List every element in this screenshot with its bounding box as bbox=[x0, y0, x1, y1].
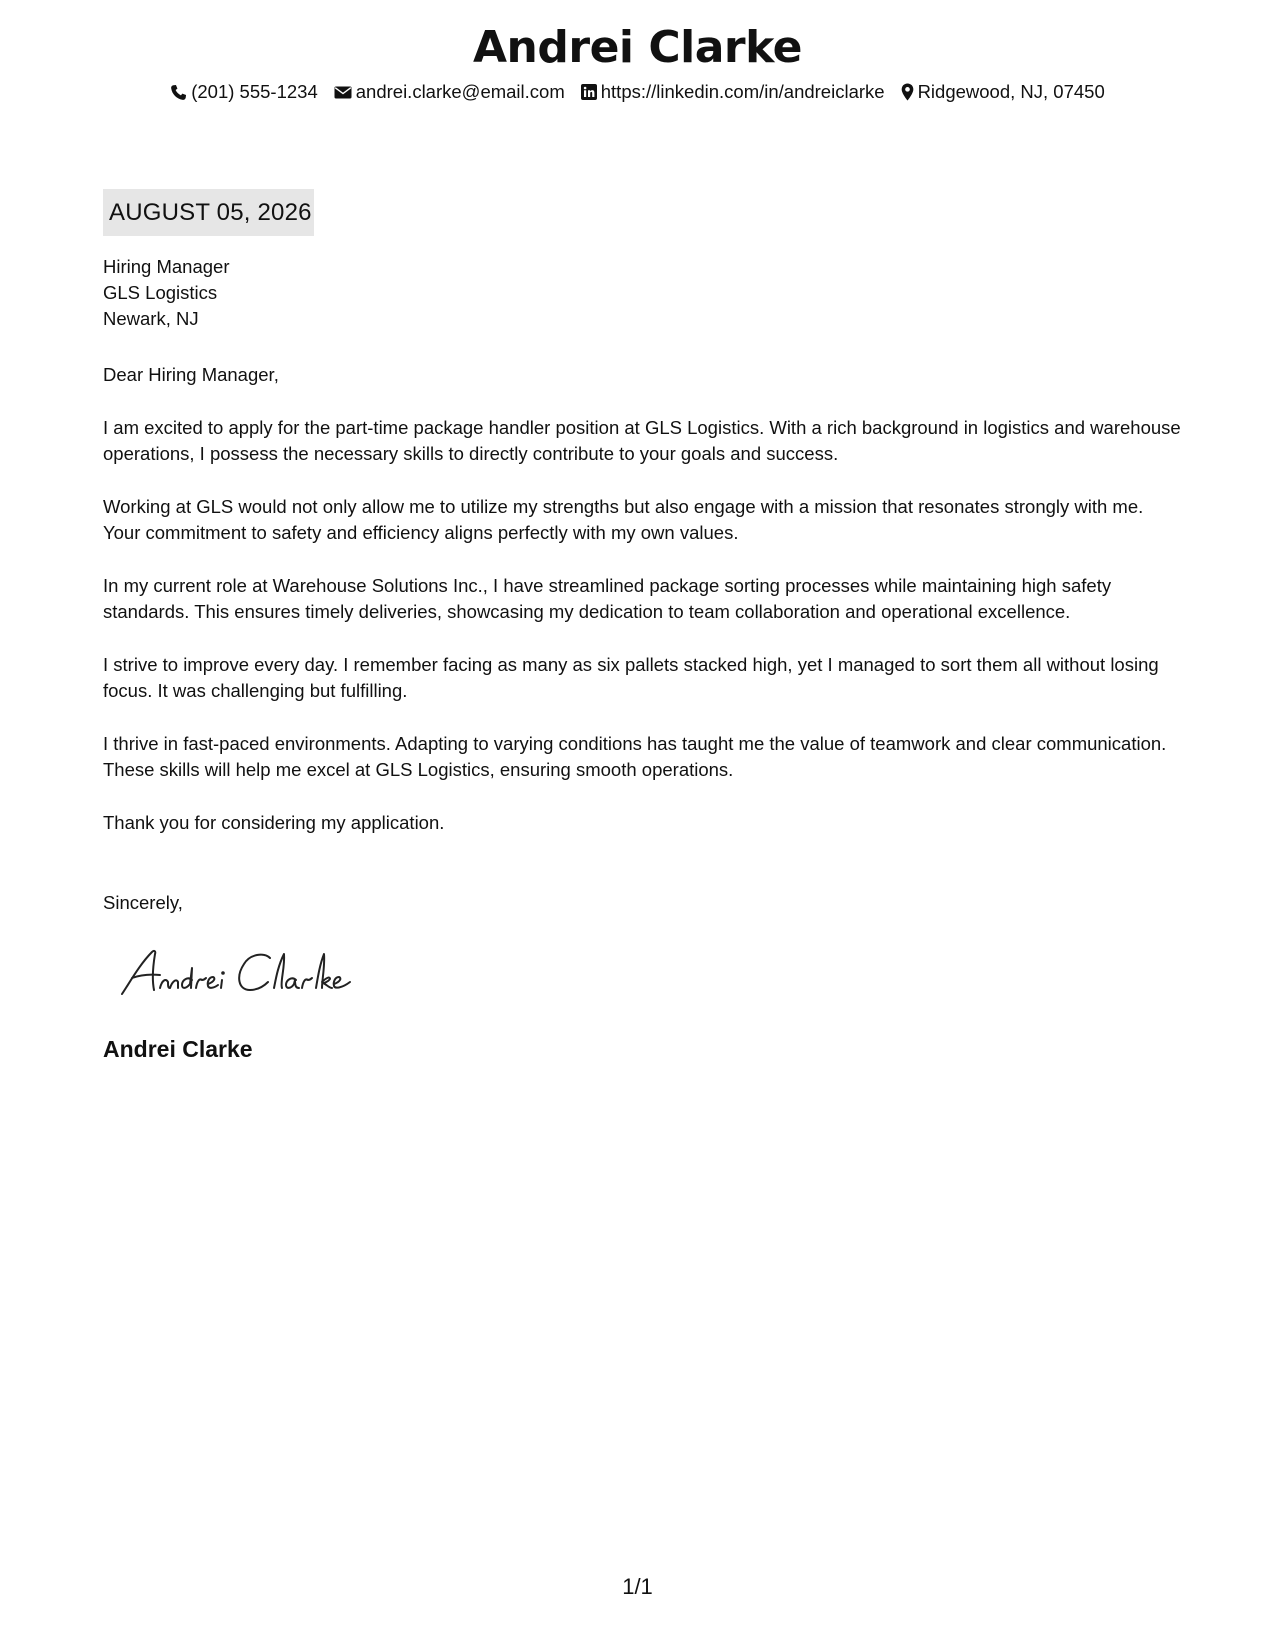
body-paragraph: I am excited to apply for the part-time package handler position at GLS Logistics. With a rich background in logistics and warehouse operations, I possess the necessary skills to directly contribute to your goals and success. bbox=[103, 416, 1181, 464]
linkedin-icon bbox=[581, 84, 597, 100]
contact-email[interactable] bbox=[334, 80, 565, 104]
contact-linkedin-text[interactable]: https://linkedin.com/in/andreiclarke bbox=[600, 81, 885, 102]
salutation: Dear Hiring Manager, bbox=[103, 364, 279, 385]
recipient-block bbox=[103, 254, 229, 332]
contact-linkedin[interactable] bbox=[581, 80, 885, 104]
recipient-title: Hiring Manager bbox=[103, 256, 230, 277]
body-paragraph: Working at GLS would not only allow me to utilize my strengths but also engage with a mission that resonates strongly with me. Your commitment to safety and efficiency aligns perfectly with my own values. bbox=[103, 495, 1144, 543]
body-paragraph: In my current role at Warehouse Solutions Inc., I have streamlined package sorting processes while maintaining high safety standards. This ensures timely deliveries, showcasing my dedication to team collaboration and operational excellence. bbox=[103, 574, 1112, 622]
applicant-name: Andrei Clarke bbox=[473, 22, 802, 73]
phone-icon bbox=[170, 84, 187, 101]
contact-phone-text: (201) 555-1234 bbox=[191, 81, 318, 102]
contact-email-text[interactable]: andrei.clarke@email.com bbox=[355, 81, 565, 102]
recipient-city: Newark, NJ bbox=[103, 308, 199, 329]
body-paragraph: Thank you for considering my application. bbox=[103, 811, 445, 833]
contact-location-text: Ridgewood, NJ, 07450 bbox=[917, 81, 1105, 102]
handwritten-signature bbox=[118, 942, 358, 1004]
body-paragraph: I strive to improve every day. I remember facing as many as six pallets stacked high, yet I managed to sort them all without losing focus. It was challenging but fulfilling. bbox=[103, 653, 1159, 701]
closing: Sincerely, bbox=[103, 892, 183, 913]
page-number: 1/1 bbox=[622, 1574, 653, 1599]
letter-body bbox=[103, 362, 1183, 862]
body-paragraph: I thrive in fast-paced environments. Adapting to varying conditions has taught me the value of teamwork and clear communication. These skills will help me excel at GLS Logistics, ensuring smooth operations. bbox=[103, 732, 1167, 780]
letter-date: AUGUST 05, 2026 bbox=[103, 189, 314, 236]
contact-info-row bbox=[0, 80, 1275, 104]
map-marker-icon bbox=[901, 83, 914, 101]
signer-name: Andrei Clarke bbox=[103, 1036, 253, 1062]
contact-phone bbox=[170, 80, 318, 104]
envelope-icon bbox=[334, 85, 352, 100]
recipient-company: GLS Logistics bbox=[103, 282, 218, 303]
contact-location bbox=[901, 80, 1105, 104]
